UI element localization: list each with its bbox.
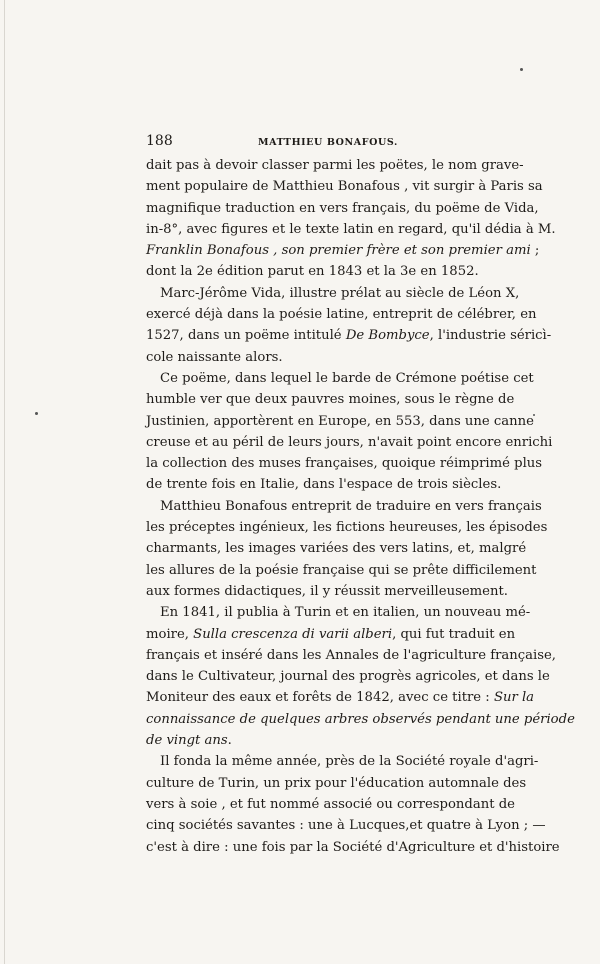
ink-speck	[35, 412, 38, 415]
text-segment: ;	[530, 243, 540, 259]
text-segment: Il fonda la même année, près de la Société royale d'agri-	[160, 754, 539, 770]
text-segment: c'est à dire : une fois par la Société d'Agriculture et d'histoire	[146, 839, 560, 855]
text-line	[146, 283, 520, 304]
text-segment: Marc-Jérôme Vida, illustre prélat au siècle de Léon X,	[160, 285, 520, 301]
text-segment: exercé déjà dans la poésie latine, entreprit de célébrer, en	[146, 307, 537, 323]
text-segment: Ce poëme, dans lequel le barde de Crémone poétise cet	[160, 370, 534, 386]
text-line	[146, 517, 548, 538]
page-number: 188	[146, 133, 173, 149]
text-segment: culture de Turin, un prix pour l'éducation automnale des	[146, 775, 527, 791]
text-line	[146, 751, 539, 772]
text-line	[146, 730, 506, 751]
text-segment: En 1841, il publia à Turin et en italien, un nouveau mé-	[160, 605, 531, 621]
text-segment: les préceptes ingénieux, les fictions heureuses, les épisodes	[146, 520, 548, 536]
text-line	[146, 581, 506, 602]
italic-text: de vingt ans	[146, 733, 228, 749]
text-line	[146, 411, 534, 432]
text-line	[146, 645, 557, 666]
text-segment: Justinien, apportèrent en Europe, en 553, dans une canne	[146, 413, 534, 429]
ink-speck	[520, 68, 523, 71]
paragraph	[146, 751, 560, 857]
paragraph	[146, 496, 548, 602]
text-segment: in-8°, avec figures et le texte latin en regard, qu'il dédia à M.	[146, 221, 556, 237]
text-line	[146, 837, 560, 858]
page-body	[146, 133, 575, 858]
text-segment: magnifique traduction en vers français, du poëme de Vida,	[146, 200, 539, 216]
italic-text: Franklin Bonafous , son premier frère et son premier ami	[146, 243, 531, 259]
text-line	[146, 389, 515, 410]
italic-text: Sur la	[493, 690, 535, 706]
text-line	[146, 432, 553, 453]
text-line	[146, 474, 506, 495]
text-line	[146, 560, 537, 581]
text-segment: , l'industrie séricì-	[429, 328, 552, 344]
text-line	[146, 687, 535, 708]
text-segment: de trente fois en Italie, dans l'espace de trois siècles.	[146, 477, 502, 493]
text-segment: cole naissante alors.	[146, 349, 283, 365]
text-line	[146, 368, 534, 389]
text-line	[146, 773, 527, 794]
text-line	[146, 602, 531, 623]
paragraph	[146, 283, 552, 368]
text-line	[146, 794, 515, 815]
paragraph	[146, 155, 556, 283]
text-line	[146, 304, 537, 325]
text-segment: charmants, les images variées des vers latins, et, malgré	[146, 541, 527, 557]
text-segment: aux formes didactiques, il y réussit merveilleusement.	[146, 583, 508, 599]
text-segment: humble ver que deux pauvres moines, sous le règne de	[146, 392, 515, 408]
italic-text: connaissance de quelques arbres observés pendant une période	[146, 711, 575, 727]
text-segment: Moniteur des eaux et forêts de 1842, avec ce titre :	[146, 690, 494, 706]
text-segment: dans le Cultivateur, journal des progrès agricoles, et dans le	[146, 669, 550, 685]
text-line	[146, 496, 542, 517]
text-line	[146, 538, 527, 559]
italic-text: Sulla crescenza di varii alberi	[193, 626, 393, 642]
text-segment: les allures de la poésie française qui se prête difficilement	[146, 562, 537, 578]
text-line	[146, 325, 552, 346]
text-line	[146, 666, 550, 687]
text-line	[146, 219, 556, 240]
text-line	[146, 240, 540, 261]
text-line	[146, 155, 524, 176]
text-line	[146, 815, 546, 836]
text-segment: dait pas à devoir classer parmi les poëtes, le nom grave-	[146, 158, 524, 173]
text-line	[146, 198, 539, 219]
text-segment: moire,	[146, 626, 194, 642]
running-title: MATTHIEU BONAFOUS.	[258, 137, 398, 148]
text-segment: creuse et au péril de leurs jours, n'avait point encore enrichi	[146, 434, 553, 450]
text-line	[146, 624, 516, 645]
paragraph	[146, 368, 553, 496]
text-body	[146, 155, 575, 858]
text-segment: .	[227, 733, 232, 749]
italic-text: De Bombyce	[345, 328, 430, 344]
text-segment: , qui fut traduit en	[392, 626, 516, 642]
text-segment: français et inséré dans les Annales de l'agriculture française,	[146, 647, 557, 663]
text-line	[146, 261, 506, 282]
paragraph	[146, 602, 575, 751]
text-segment: Matthieu Bonafous entreprit de traduire en vers français	[160, 498, 542, 514]
text-segment: la collection des muses françaises, quoique réimprimé plus	[146, 456, 543, 472]
page-edge-line	[4, 0, 5, 964]
text-segment: 1527, dans un poëme intitulé	[146, 328, 346, 344]
text-segment: dont la 2e édition parut en 1843 et la 3e en 1852.	[146, 264, 479, 280]
text-segment: vers à soie , et fut nommé associé ou correspondant de	[146, 796, 515, 812]
running-head	[146, 133, 506, 155]
text-line	[146, 709, 575, 730]
text-line	[146, 453, 543, 474]
text-line	[146, 347, 506, 368]
text-line	[146, 176, 543, 197]
text-segment: cinq sociétés savantes : une à Lucques,et quatre à Lyon ; —	[146, 818, 546, 834]
text-segment: ment populaire de Matthieu Bonafous , vit surgir à Paris sa	[146, 179, 543, 195]
